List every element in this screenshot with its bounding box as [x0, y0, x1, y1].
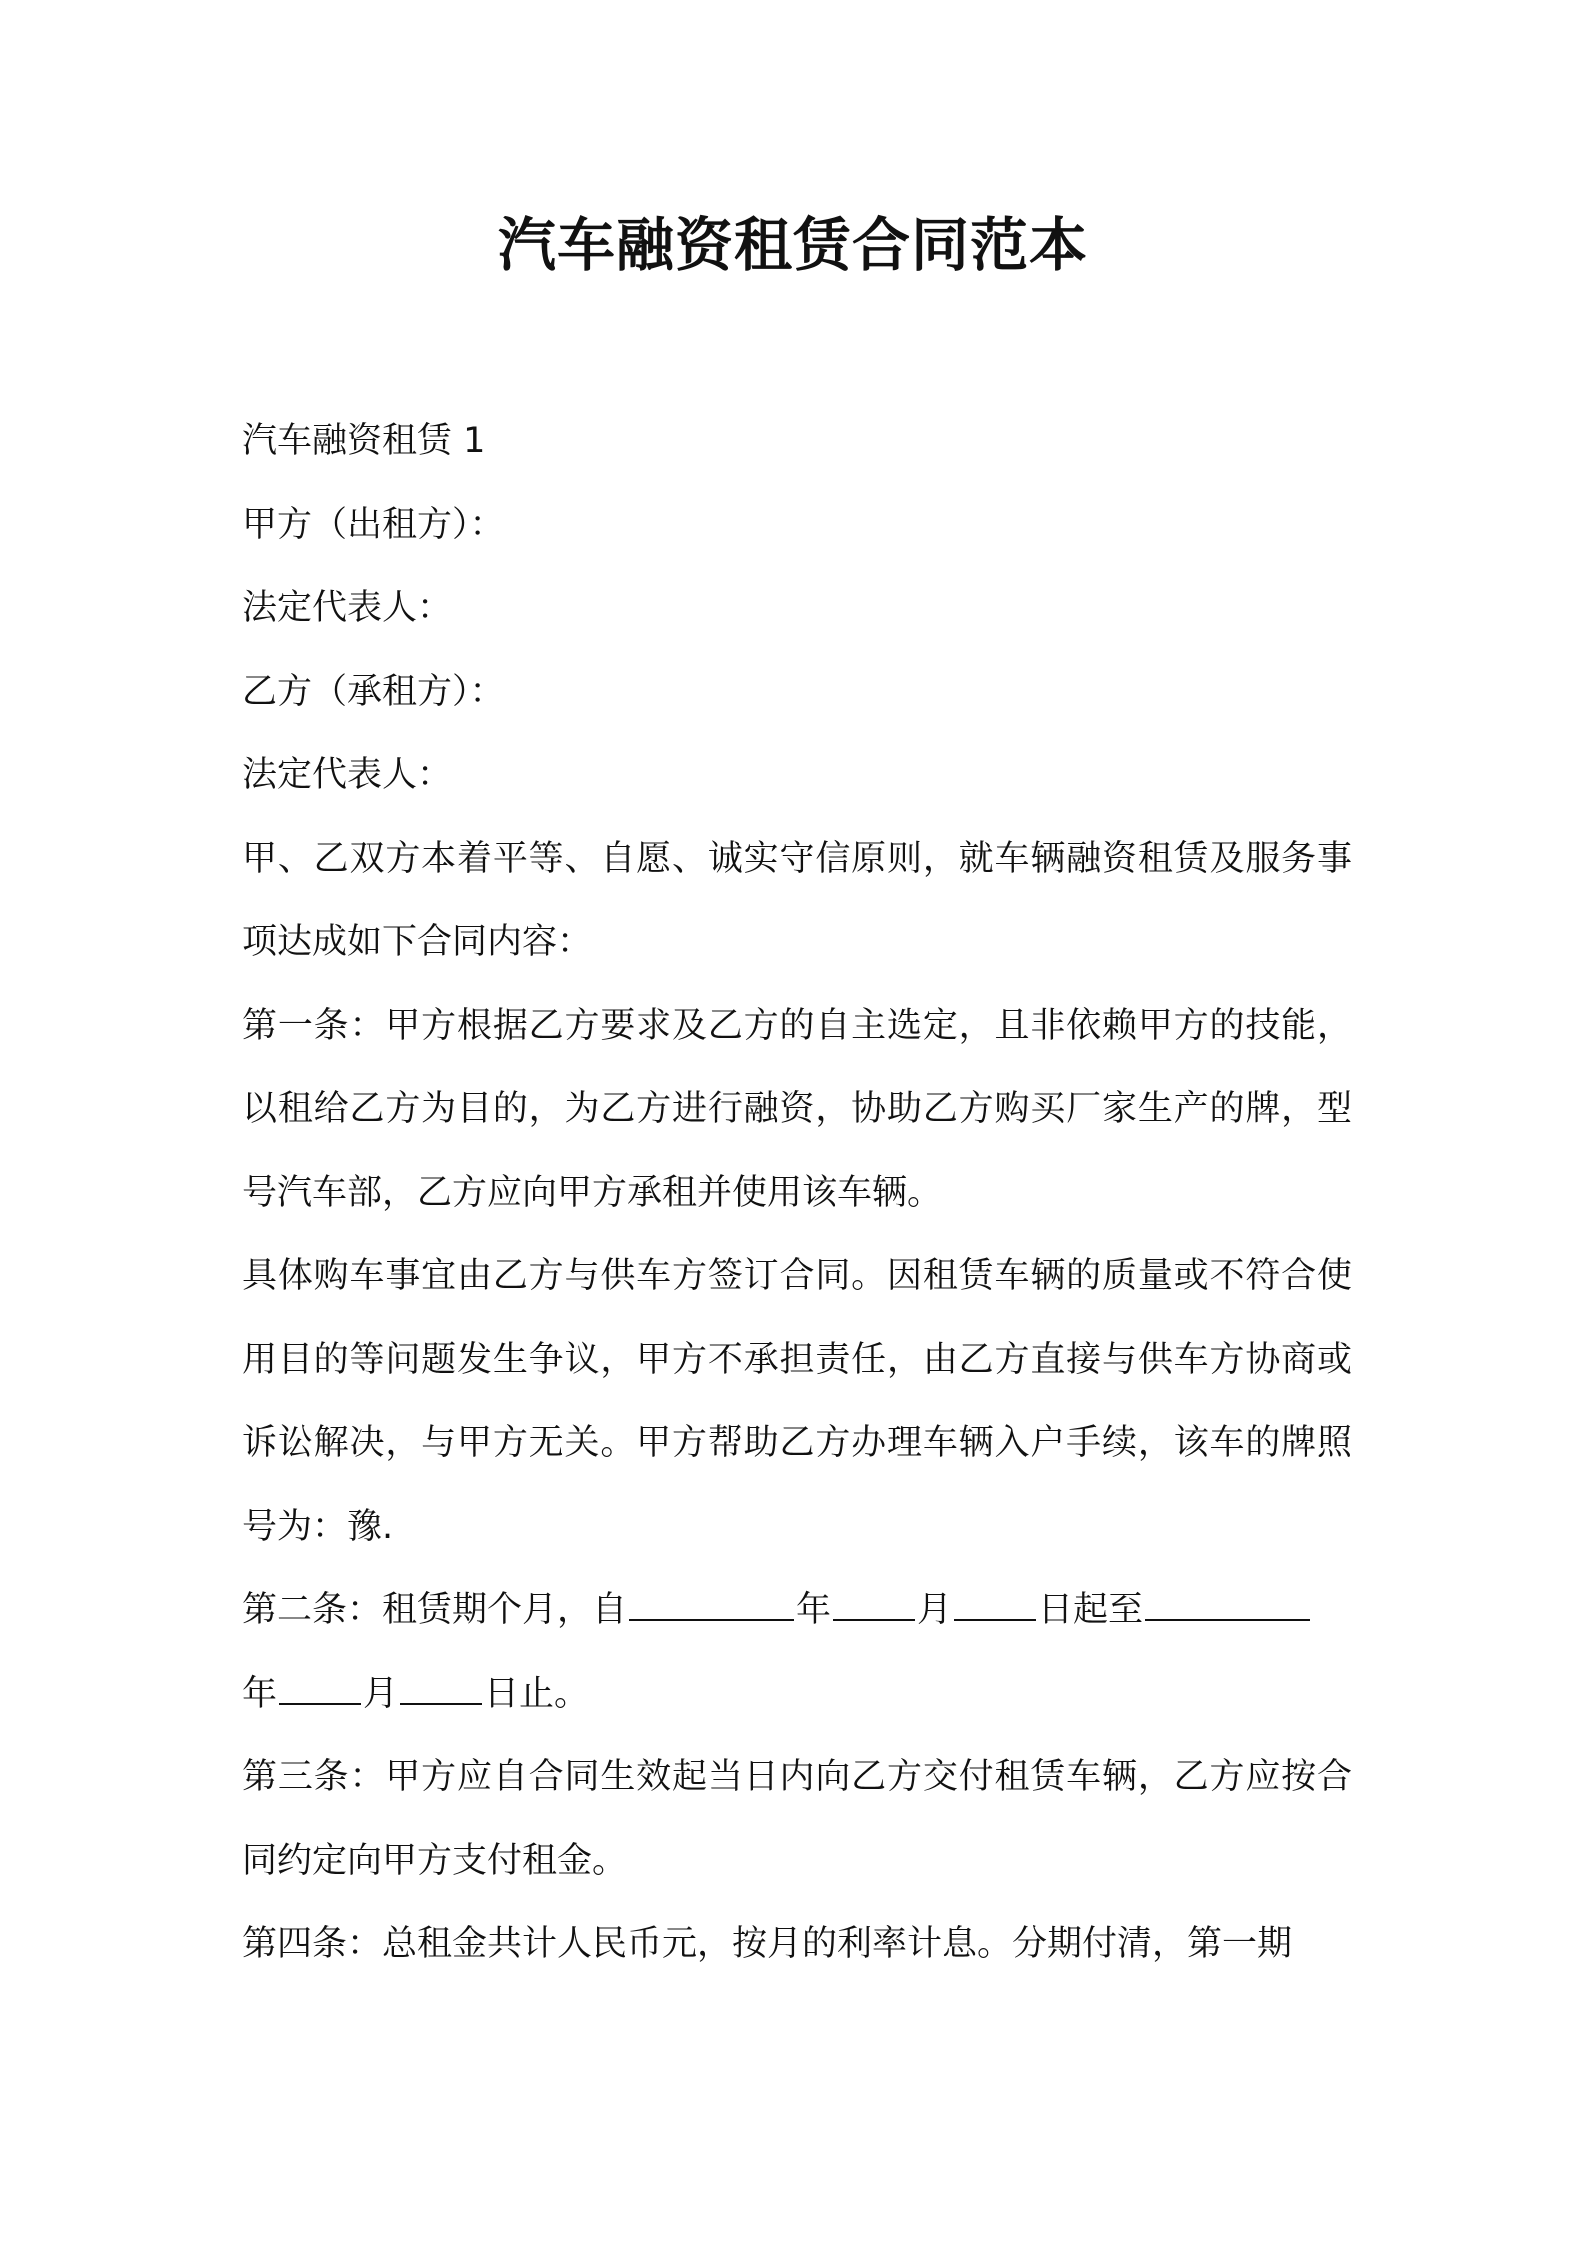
article-3-paragraph: 第三条：甲方应自合同生效起当日内向乙方交付租赁车辆，乙方应按合同约定向甲方支付租金。 — [242, 1757, 1352, 1881]
party-a-line: 甲方（出租方）： — [242, 504, 505, 545]
article-2-year-1: 年 — [796, 1590, 832, 1630]
article-2-month-2: 月 — [363, 1673, 399, 1714]
blank-start-month — [833, 1582, 915, 1621]
blank-end-day — [400, 1666, 482, 1705]
document-body — [242, 400, 1352, 1987]
article-1-continuation: 具体购车事宜由乙方与供车方签订合同。因租赁车辆的质量或不符合使用目的等问题发生争议，甲方不承担责任，由乙方直接与供车方协商或诉讼解决，与甲方无关。甲方帮助乙方办理车辆入户手续，该车的牌照号为：豫. — [242, 1256, 1352, 1547]
party-b-line: 乙方（承租方）： — [242, 671, 505, 712]
article-2-lead: 第二条：租赁期个月，自 — [242, 1590, 628, 1630]
article-2-day-1: 日起至 — [1038, 1590, 1144, 1630]
blank-start-day — [954, 1582, 1036, 1621]
blank-end-year — [1145, 1582, 1310, 1621]
blank-end-month — [279, 1666, 361, 1705]
article-1-paragraph: 第一条：甲方根据乙方要求及乙方的自主选定，且非依赖甲方的技能，以租给乙方为目的，为乙方进行融资，协助乙方购买厂家生产的牌，型号汽车部，乙方应向甲方承租并使用该车辆。 — [242, 1005, 1352, 1213]
preamble-paragraph: 甲、乙双方本着平等、自愿、诚实守信原则，就车辆融资租赁及服务事项达成如下合同内容： — [242, 838, 1352, 962]
article-2-end: 日止。 — [484, 1673, 590, 1714]
party-a-representative-line: 法定代表人： — [242, 588, 453, 628]
article-2-paragraph — [242, 1569, 1352, 1736]
party-b-representative-line: 法定代表人： — [242, 755, 453, 795]
article-2-month-1: 月 — [917, 1590, 953, 1630]
document-title: 汽车融资租赁合同范本 — [497, 211, 1088, 279]
blank-start-year — [629, 1582, 794, 1621]
article-2-year-2: 年 — [242, 1673, 278, 1714]
section-heading: 汽车融资租赁 1 — [242, 421, 486, 461]
article-4-paragraph: 第四条：总租金共计人民币元，按月的利率计息。分期付清，第一期 — [242, 1924, 1293, 1964]
